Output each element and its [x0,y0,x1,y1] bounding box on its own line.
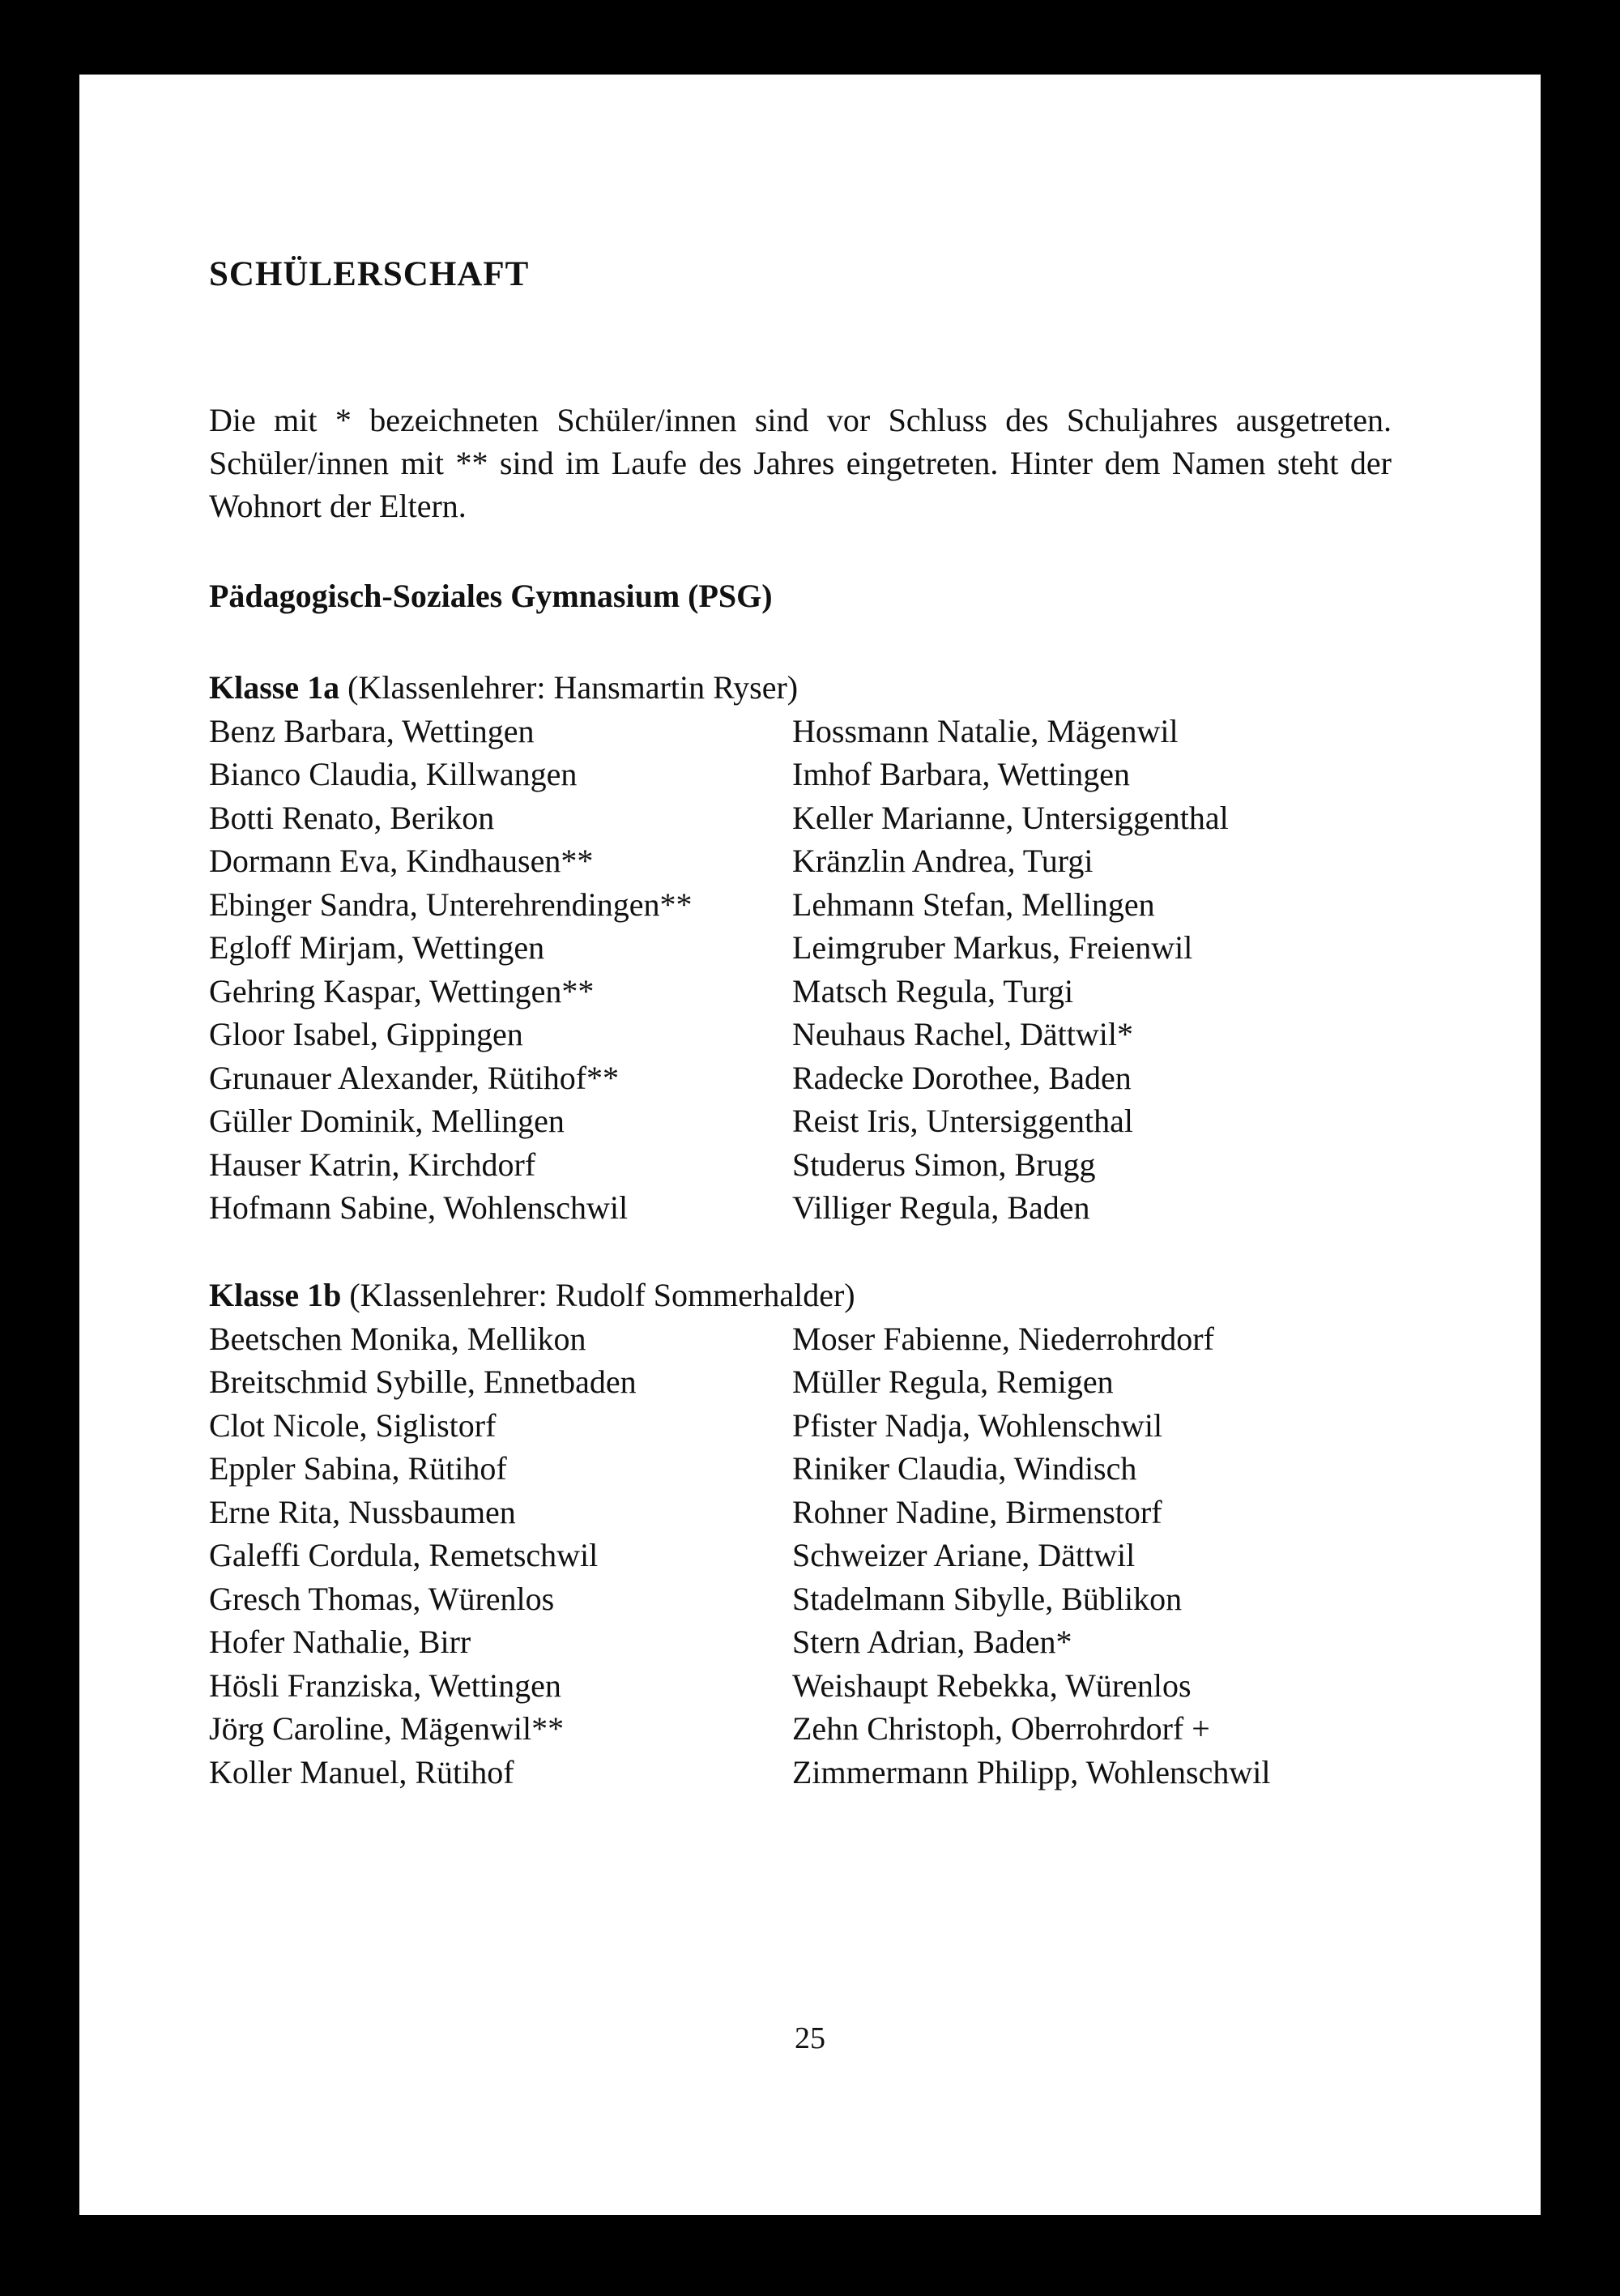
student-columns [209,1317,1505,1795]
document-page [79,75,1541,2215]
student-entry: Breitschmid Sybille, Ennetbaden [209,1364,637,1400]
student-entry: Eppler Sabina, Rütihof [209,1450,507,1487]
student-entry: Radecke Dorothee, Baden [792,1059,1132,1096]
student-entry: Erne Rita, Nussbaumen [209,1493,516,1530]
student-entry: Hösli Franziska, Wettingen [209,1667,561,1704]
student-entry: Koller Manuel, Rütihof [209,1753,514,1790]
student-entry: Egloff Mirjam, Wettingen [209,929,545,966]
student-entry: Stern Adrian, Baden* [792,1624,1072,1660]
student-entry: Grunauer Alexander, Rütihof** [209,1059,620,1096]
student-entry: Hauser Katrin, Kirchdorf [209,1146,536,1183]
student-entry: Jörg Caroline, Mägenwil** [209,1710,565,1747]
student-entry: Zehn Christoph, Oberrohrdorf + [792,1710,1210,1747]
student-list-left [209,1317,792,1795]
student-entry: Benz Barbara, Wettingen [209,712,535,749]
student-entry: Leimgruber Markus, Freienwil [792,929,1193,966]
student-entry: Lehmann Stefan, Mellingen [792,886,1155,923]
student-entry: Pfister Nadja, Wohlenschwil [792,1406,1163,1444]
student-entry: Villiger Regula, Baden [792,1189,1090,1226]
student-entry: Zimmermann Philipp, Wohlenschwil [792,1753,1271,1790]
class-teacher: (Klassenlehrer: Hansmartin Ryser) [347,669,799,706]
student-entry: Güller Dominik, Mellingen [209,1103,565,1139]
student-entry: Kränzlin Andrea, Turgi [792,843,1094,879]
student-entry: Ebinger Sandra, Unterehrendingen** [209,886,693,923]
student-entry: Hofmann Sabine, Wohlenschwil [209,1189,629,1226]
student-entry: Stadelmann Sibylle, Büblikon [792,1580,1183,1617]
student-entry: Galeffi Cordula, Remetschwil [209,1537,599,1573]
student-entry: Schweizer Ariane, Dättwil [792,1537,1136,1573]
student-entry: Moser Fabienne, Niederrohrdorf [792,1320,1214,1357]
class-header [209,666,1505,710]
student-entry: Beetschen Monika, Mellikon [209,1320,586,1357]
intro-paragraph: Die mit * bezeichneten Schüler/innen sind vor Schluss des Schuljahres ausgetreten. Schüler/innen mit ** sind im Laufe des Jahres eingetreten. Hinter dem Namen steht der Wohnort der Eltern. [209,402,1392,524]
class-1a [209,666,1505,1230]
student-columns [209,710,1505,1230]
student-entry: Dormann Eva, Kindhausen** [209,843,594,879]
page-number: 25 [795,2021,825,2055]
student-entry: Müller Regula, Remigen [792,1364,1114,1400]
student-entry: Studerus Simon, Brugg [792,1146,1096,1183]
student-entry: Weishaupt Rebekka, Würenlos [792,1667,1192,1704]
section-title: Pädagogisch-Soziales Gymnasium (PSG) [209,578,773,614]
student-list-right [792,1317,1489,1795]
student-entry: Matsch Regula, Turgi [792,972,1074,1009]
student-entry: Rohner Nadine, Birmenstorf [792,1493,1162,1530]
class-name: Klasse 1a [209,669,340,706]
student-entry: Reist Iris, Untersiggenthal [792,1103,1134,1139]
class-teacher: (Klassenlehrer: Rudolf Sommerhalder) [349,1277,855,1313]
class-name: Klasse 1b [209,1277,342,1313]
student-entry: Clot Nicole, Siglistorf [209,1406,497,1444]
class-1b [209,1274,1505,1794]
student-entry: Keller Marianne, Untersiggenthal [792,799,1229,836]
student-entry: Imhof Barbara, Wettingen [792,756,1131,792]
page-title: SCHÜLERSCHAFT [209,255,530,293]
student-list-right [792,710,1489,1230]
class-header [209,1274,1505,1317]
student-entry: Bianco Claudia, Killwangen [209,756,578,792]
student-list-left [209,710,792,1230]
student-entry: Neuhaus Rachel, Dättwil* [792,1016,1133,1052]
student-entry: Gloor Isabel, Gippingen [209,1016,523,1052]
student-entry: Riniker Claudia, Windisch [792,1450,1137,1487]
student-entry: Gehring Kaspar, Wettingen** [209,972,595,1009]
student-entry: Hofer Nathalie, Birr [209,1624,471,1660]
student-entry: Hossmann Natalie, Mägenwil [792,712,1179,749]
student-entry: Gresch Thomas, Würenlos [209,1580,555,1617]
student-entry: Botti Renato, Berikon [209,799,495,836]
